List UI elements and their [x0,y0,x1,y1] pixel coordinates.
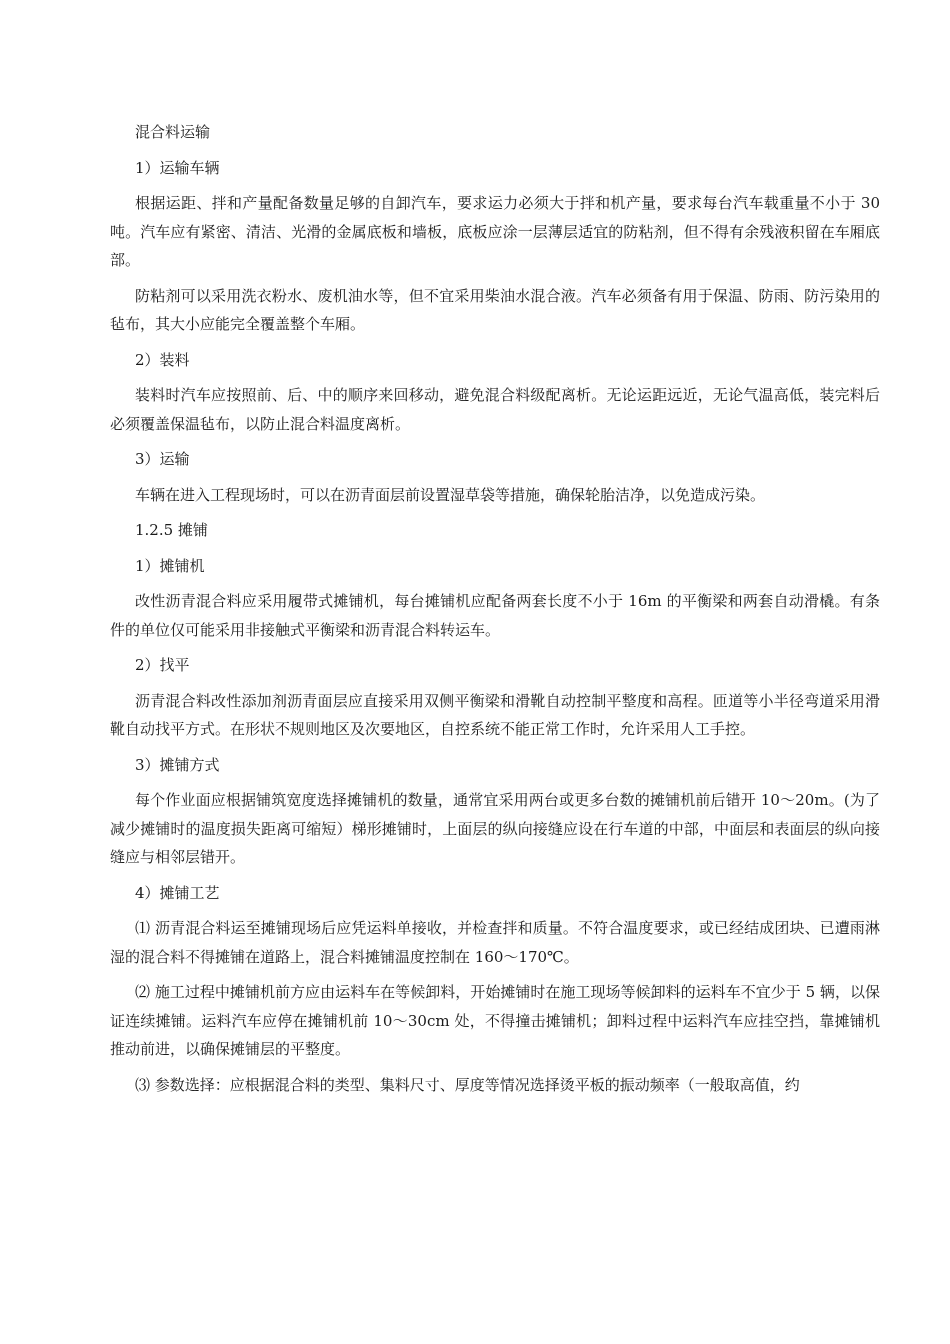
numbered-paragraph: ⑵ 施工过程中摊铺机前方应由运料车在等候卸料，开始摊铺时在施工现场等候卸料的运料车不宜少于 5 辆，以保证连续摊铺。运料汽车应停在摊铺机前 10～30cm 处，不得撞击摊铺机；卸料过程中运料汽车应挂空挡，靠摊铺机推动前进，以确保摊铺层的平整度。 [110,983,880,1058]
section-heading: 1.2.5 摊铺 [135,521,208,539]
body-paragraph: 防粘剂可以采用洗衣粉水、废机油水等，但不宜采用柴油水混合液。汽车必须备有用于保温、防雨、防污染用的毡布，其大小应能完全覆盖整个车厢。 [110,286,880,333]
subsection-heading: 1）摊铺机 [135,556,205,575]
subsection-heading: 2）找平 [135,656,190,674]
section-title: 混合料运输 [135,123,211,141]
numbered-paragraph: ⑴ 沥青混合料运至摊铺现场后应凭运料单接收，并检查拌和质量。不符合温度要求，或已经结成团块、已遭雨淋湿的混合料不得摊铺在道路上，混合料摊铺温度控制在 160～170℃。 [110,919,880,966]
body-paragraph: 每个作业面应根据铺筑宽度选择摊铺机的数量，通常宜采用两台或更多台数的摊铺机前后错开 10～20m。(为了减少摊铺时的温度损失距离可缩短）梯形摊铺时，上面层的纵向接缝应设在行车道的中部，中面层和表面层的纵向接缝应与相邻层错开。 [110,791,880,866]
subsection-heading: 4）摊铺工艺 [135,883,220,902]
subsection-heading: 1）运输车辆 [135,158,220,177]
document-body [110,118,880,1106]
body-paragraph: 改性沥青混合料应采用履带式摊铺机，每台摊铺机应配备两套长度不小于 16m 的平衡梁和两套自动滑橇。有条件的单位仅可能采用非接触式平衡梁和沥青混合料转运车。 [110,592,880,639]
body-paragraph: 根据运距、拌和产量配备数量足够的自卸汽车，要求运力必须大于拌和机产量，要求每台汽车载重量不小于 30 吨。汽车应有紧密、清洁、光滑的金属底板和墙板，底板应涂一层薄层适宜的防粘剂，但不得有余残液积留在车厢底部。 [110,194,880,269]
subsection-heading: 3）运输 [135,450,190,468]
subsection-heading: 3）摊铺方式 [135,755,220,774]
body-paragraph: 装料时汽车应按照前、后、中的顺序来回移动，避免混合料级配离析。无论运距远近，无论气温高低，装完料后必须覆盖保温毡布，以防止混合料温度离析。 [110,386,880,433]
body-paragraph: 车辆在进入工程现场时，可以在沥青面层前设置湿草袋等措施，确保轮胎洁净，以免造成污染。 [135,485,766,504]
subsection-heading: 2）装料 [135,350,190,369]
body-paragraph: 沥青混合料改性添加剂沥青面层应直接采用双侧平衡梁和滑靴自动控制平整度和高程。匝道等小半径弯道采用滑靴自动找平方式。在形状不规则地区及次要地区，自控系统不能正常工作时，允许采用人工手控。 [110,691,880,738]
numbered-paragraph: ⑶ 参数选择：应根据混合料的类型、集料尺寸、厚度等情况选择烫平板的振动频率（一般取高值，约 [135,1075,800,1094]
